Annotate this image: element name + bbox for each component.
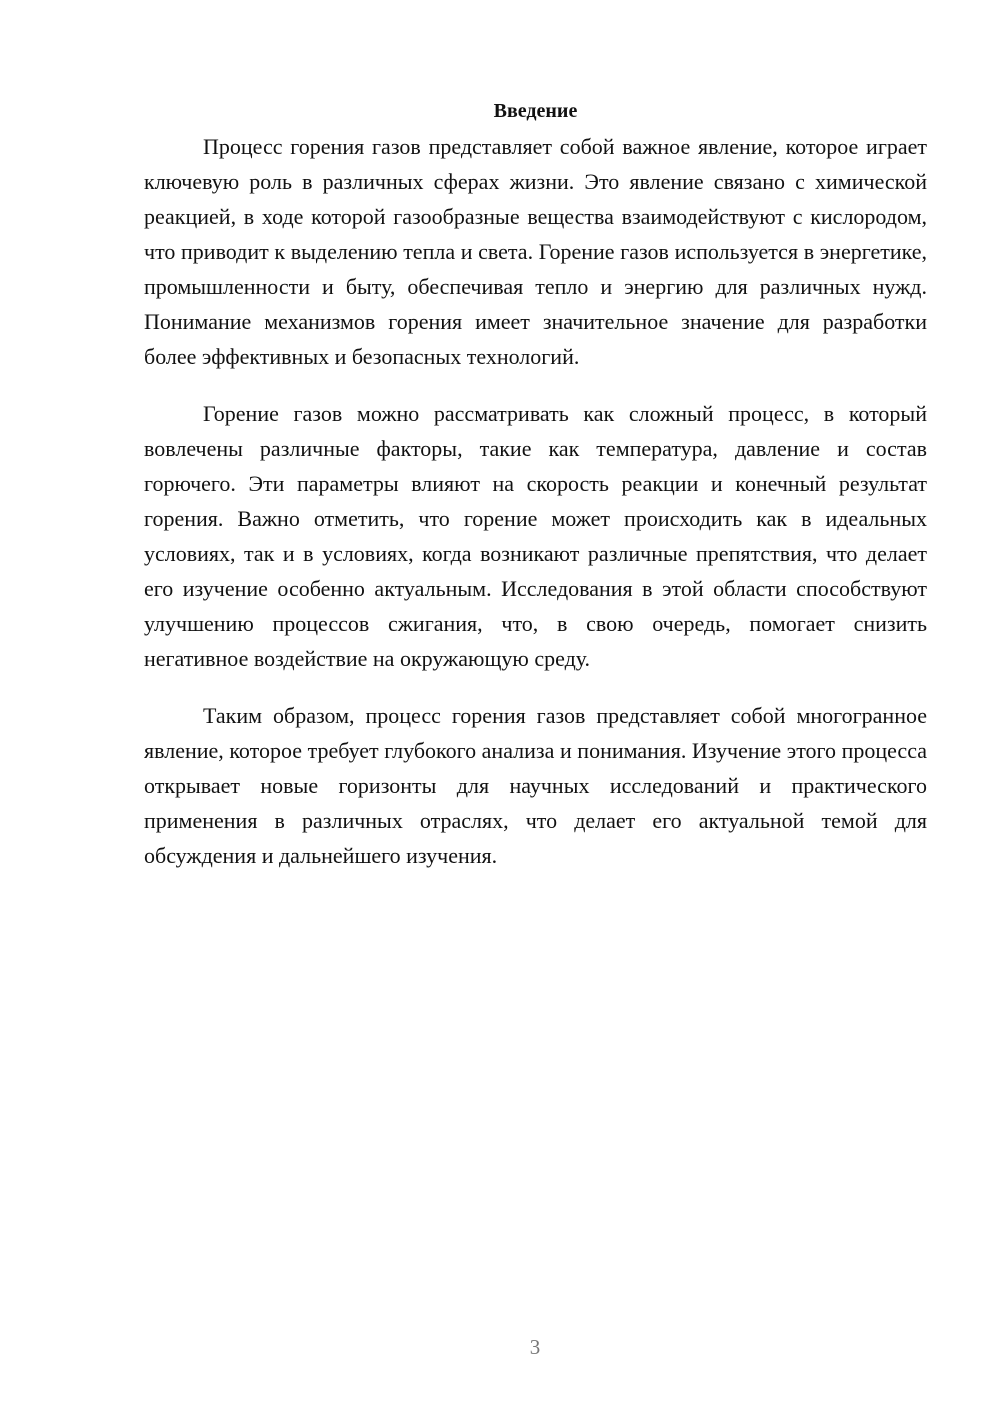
paragraph-1: Процесс горения газов представляет собой важное явление, которое играет ключевую роль в различных сферах жизни. Это явление связано с химической реакцией, в ходе которой газообразные вещества взаимодействуют с кислородом, что приводит к выделению тепла и света. Горение газов используется в энергетике, промышленности и быту, обеспечивая тепло и энергию для различных нужд. Понимание механизмов горения имеет значительное значение для разработки более эффективных и безопасных технологий. <box>144 134 927 369</box>
page-number: 3 <box>529 1335 541 1359</box>
page-content <box>144 96 927 895</box>
section-heading: Введение <box>493 100 578 122</box>
paragraph-3: Таким образом, процесс горения газов представляет собой многогранное явление, которое требует глубокого анализа и понимания. Изучение этого процесса открывает новые горизонты для научных исследований и практического применения в различных отраслях, что делает его актуальной темой для обсуждения и дальнейшего изучения. <box>144 703 927 868</box>
paragraph-2: Горение газов можно рассматривать как сложный процесс, в который вовлечены различные факторы, такие как температура, давление и состав горючего. Эти параметры влияют на скорость реакции и конечный результат горения. Важно отметить, что горение может происходить как в идеальных условиях, так и в условиях, когда возникают различные препятствия, что делает его изучение особенно актуальным. Исследования в этой области способствуют улучшению процессов сжигания, что, в свою очередь, помогает снизить негативное воздействие на окружающую среду. <box>144 401 927 671</box>
